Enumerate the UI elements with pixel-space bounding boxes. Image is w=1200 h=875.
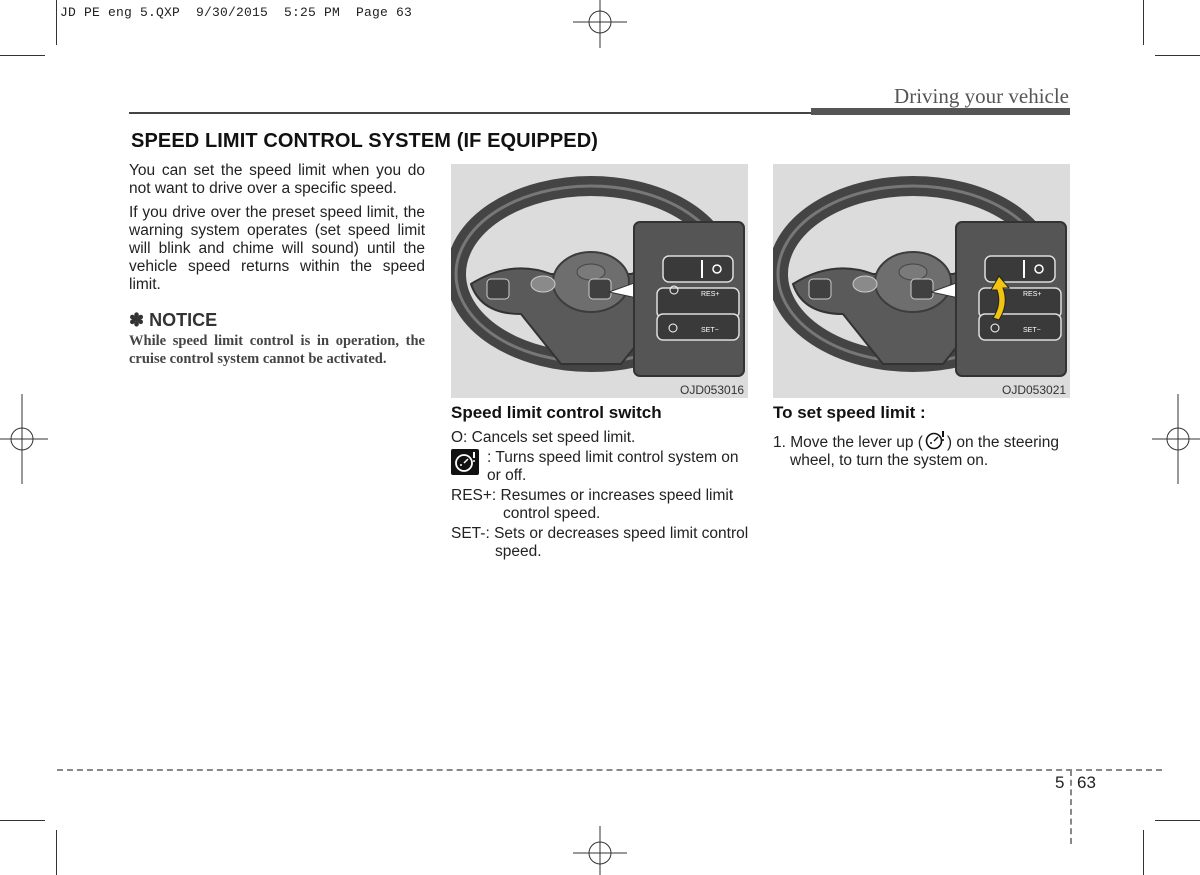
speed-limiter-icon	[923, 429, 947, 451]
registration-mark-icon	[0, 394, 48, 484]
switch-item	[451, 449, 749, 485]
step-1	[773, 429, 1071, 470]
chapter-title: Driving your vehicle	[894, 84, 1069, 108]
footer-rule	[57, 769, 1162, 771]
registration-mark-icon	[573, 0, 627, 50]
switch-item-text: : Turns speed limit control system on or off.	[487, 449, 739, 484]
crop-mark	[1155, 820, 1200, 821]
set-speed-limit-instructions	[773, 403, 1071, 472]
speed-limiter-icon	[451, 449, 479, 475]
steering-wheel-illustration	[451, 164, 748, 398]
crop-mark	[0, 820, 45, 821]
set-speed-limit-heading: To set speed limit :	[773, 403, 926, 422]
section-title: SPEED LIMIT CONTROL SYSTEM (IF EQUIPPED)	[131, 130, 598, 152]
intro-text	[129, 162, 425, 300]
step-1-text: 1. Move the lever up (	[773, 434, 923, 451]
header-rule	[129, 112, 811, 114]
crop-mark	[1143, 0, 1144, 45]
switch-item: RES+: Resumes or increases speed limit control speed.	[451, 487, 734, 522]
section-number: 5	[1055, 773, 1065, 792]
res-callout-label: RES+	[701, 291, 720, 298]
print-slug: JD PE eng 5.QXP 9/30/2015 5:25 PM Page 63	[60, 5, 413, 20]
figure-code: OJD053016	[680, 383, 745, 397]
page-number: 63	[1077, 773, 1096, 792]
switch-description	[451, 403, 749, 563]
set-callout-label: SET−	[1023, 327, 1041, 334]
registration-mark-icon	[573, 826, 627, 875]
notice-body: While speed limit control is in operation, the cruise control system cannot be activated.	[129, 333, 425, 367]
header-rule-bar	[811, 108, 1070, 115]
notice-heading: ✽ NOTICE	[129, 310, 218, 330]
crop-mark	[0, 55, 45, 56]
res-callout-label: RES+	[1023, 291, 1042, 298]
crop-mark	[56, 830, 57, 875]
steering-wheel-illustration	[773, 164, 1070, 398]
page-number-separator	[1070, 770, 1072, 844]
set-callout-label: SET−	[701, 327, 719, 334]
figure-code: OJD053021	[1002, 383, 1067, 397]
intro-paragraph: If you drive over the preset speed limit, the warning system operates (set speed limit will blink and chime will sound) until the vehicle speed returns within the speed limit.	[129, 204, 425, 293]
steering-wheel-figure	[451, 164, 748, 398]
steering-wheel-figure	[773, 164, 1070, 398]
registration-mark-icon	[1152, 394, 1200, 484]
switch-item: SET-: Sets or decreases speed limit control speed.	[451, 525, 749, 560]
switch-heading: Speed limit control switch	[451, 403, 662, 422]
step-1-text: ) on the steering wheel, to turn the system on.	[790, 434, 1059, 469]
switch-item: O: Cancels set speed limit.	[451, 429, 636, 446]
crop-mark	[1143, 830, 1144, 875]
crop-mark	[1155, 55, 1200, 56]
crop-mark	[56, 0, 57, 45]
intro-paragraph: You can set the speed limit when you do not want to drive over a specific speed.	[129, 162, 425, 197]
